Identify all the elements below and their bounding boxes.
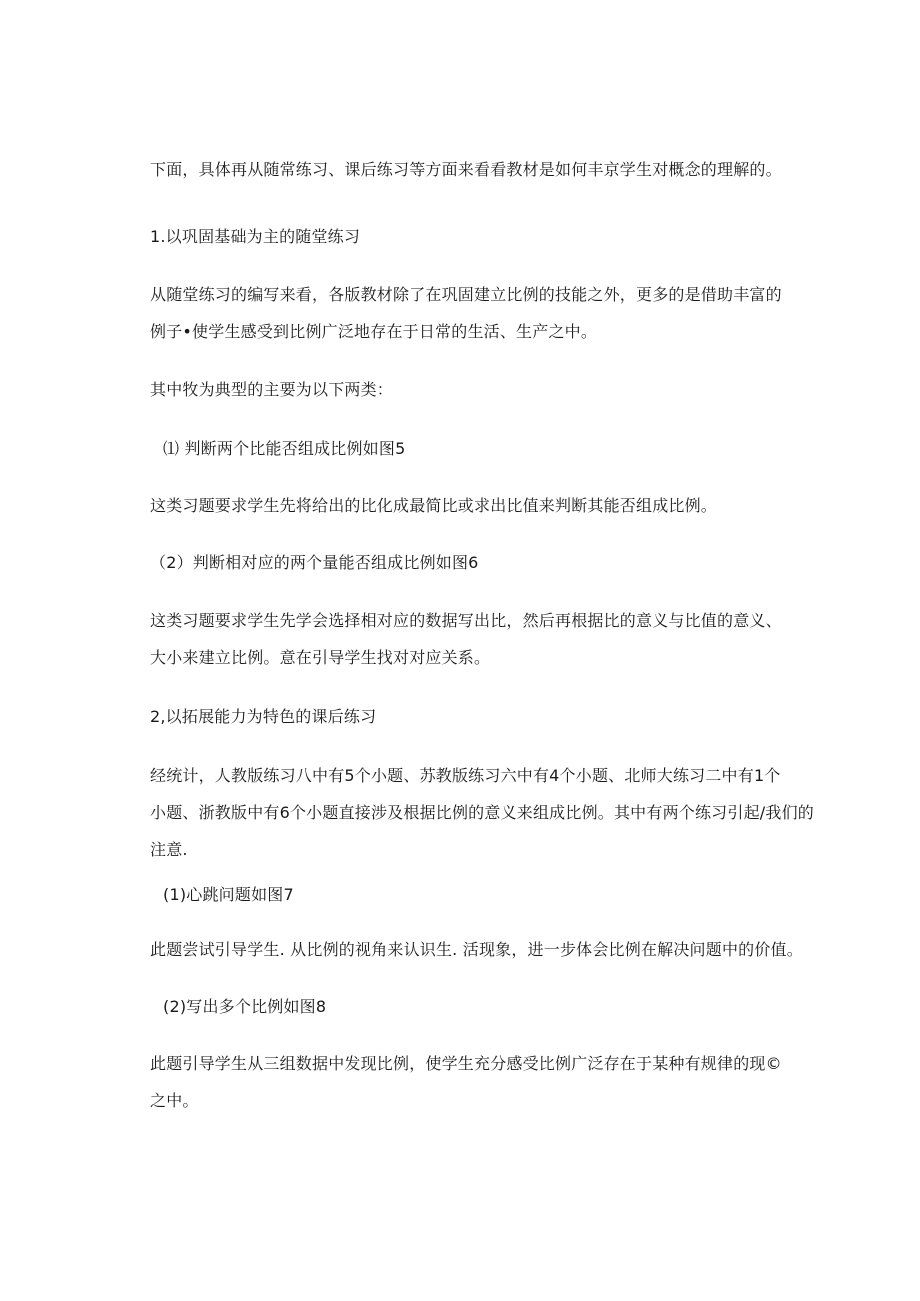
paragraph-line: 小题、浙教版中有6个小题直接涉及根据比例的意义来组成比例。其中有两个练习引起/我们的 [150,803,814,822]
paragraph-line: 从随堂练习的编写来看，各版教材除了在巩固建立比例的技能之外，更多的是借助丰富的 [150,285,782,304]
subsection-heading: (2)写出多个比例如图8 [163,997,327,1016]
section-heading-2: 2,以拓展能力为特色的课后练习 [150,707,377,726]
paragraph-line: 例子•使学生感受到比例广泛地存在于日常的生活、生产之中。 [150,322,598,341]
paragraph-line: 注意. [150,840,188,859]
paragraph-line: 此题引导学生从三组数据中发现比例，使学生充分感受比例广泛存在于某种有规律的现© [150,1054,782,1073]
subsection-heading: ⑴ 判断两个比能否组成比例如图5 [163,439,406,458]
paragraph-line: 这类习题要求学生先将给出的比化成最简比或求出比值来判断其能否组成比例。 [150,496,718,515]
subsection-heading: （2）判断相对应的两个量能否组成比例如图6 [150,553,479,572]
paragraph-line: 此题尝试引导学生. 从比例的视角来认识生. 活现象，进一步体会比例在解决问题中的价值。 [150,940,803,959]
paragraph-line: 经统计，人教版练习八中有5个小题、苏教版练习六中有4个小题、北师大练习二中有1个 [150,766,781,785]
paragraph-line: 其中牧为典型的主要为以下两类： [150,380,394,399]
paragraph-line: 之中。 [150,1091,199,1110]
paragraph-line: 大小来建立比例。意在引导学生找对对应关系。 [150,648,491,667]
section-heading-1: 1.以巩固基础为主的随堂练习 [150,227,361,246]
subsection-heading: (1)心跳问题如图7 [163,885,294,904]
intro-paragraph: 下面，具体再从随常练习、课后练习等方面来看看教材是如何丰京学生对概念的理解的。 [150,160,782,179]
paragraph-line: 这类习题要求学生先学会选择相对应的数据写出比，然后再根据比的意义与比值的意义、 [150,611,782,630]
